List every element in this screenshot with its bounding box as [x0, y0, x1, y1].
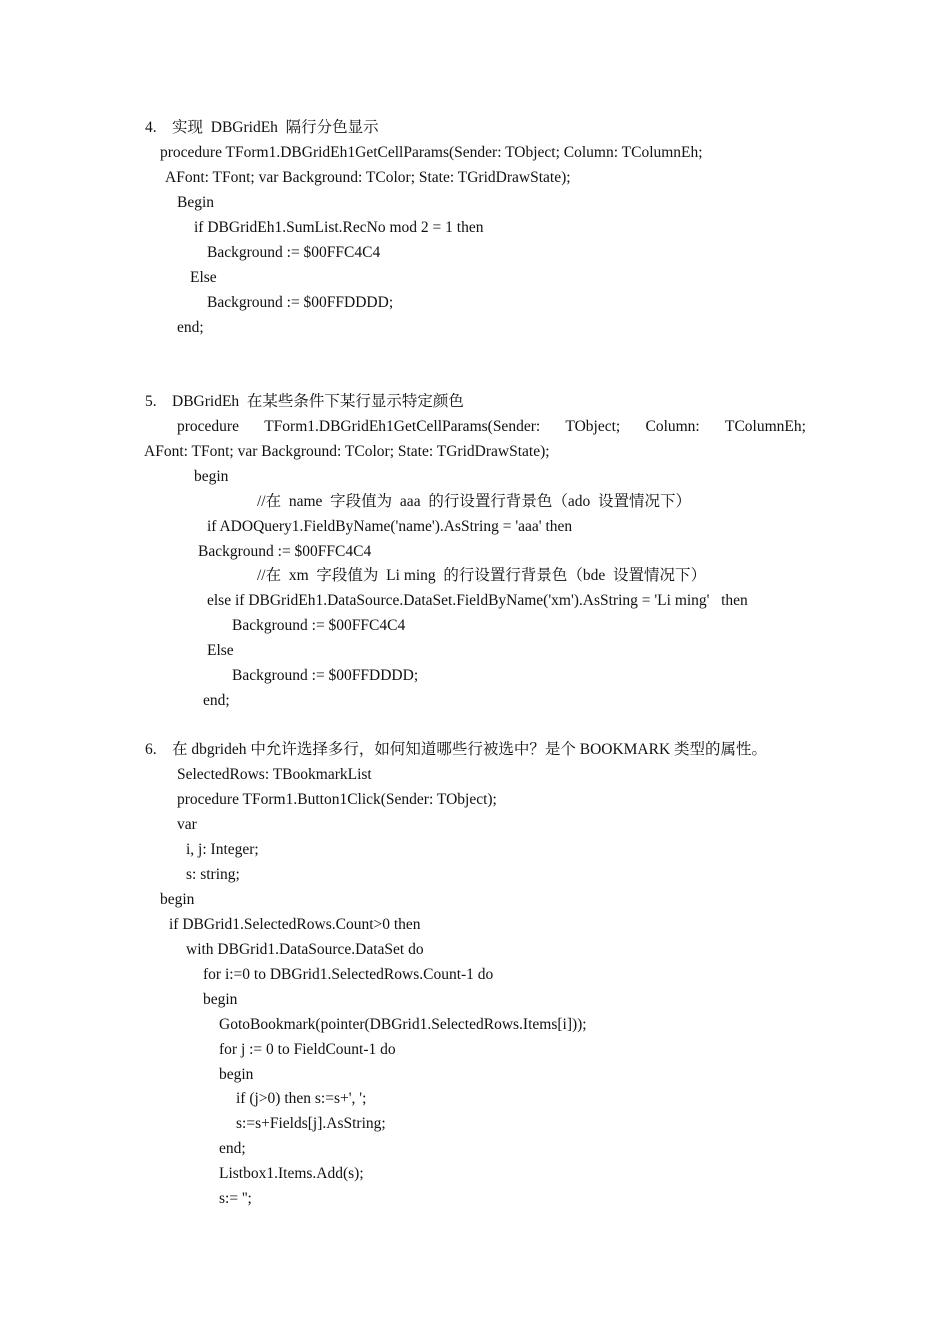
code-line: GotoBookmark(pointer(DBGrid1.SelectedRows.Items[i])); [219, 1016, 587, 1033]
code-comment: //在 xm 字段值为 Li ming 的行设置行背景色（bde 设置情况下） [257, 567, 707, 584]
code-line: for i:=0 to DBGrid1.SelectedRows.Count-1 do [203, 966, 494, 983]
code-token: TForm1.DBGridEh1GetCellParams(Sender: [264, 418, 541, 435]
code-line: Background := $00FFC4C4 [232, 617, 406, 634]
section-5-heading: DBGridEh 在某些条件下某行显示特定颜色 [172, 393, 464, 410]
code-line: Background := $00FFDDDD; [232, 667, 419, 684]
code-line: procedure TForm1.DBGridEh1GetCellParams(Sender: TObject; Column: TColumnEh; [160, 144, 703, 161]
code-line: Background := $00FFC4C4 [198, 543, 372, 560]
section-6-heading: 在 dbgrideh 中允许选择多行，如何知道哪些行被选中？是个 BOOKMARK 类型的属性。 [172, 741, 768, 758]
code-line: var [177, 816, 197, 833]
code-line: begin [219, 1066, 254, 1083]
code-line: Else [190, 269, 217, 286]
code-line: Background := $00FFDDDD; [207, 294, 394, 311]
code-line: end; [177, 319, 204, 336]
section-4-heading: 实现 DBGridEh 隔行分色显示 [172, 119, 379, 136]
section-5-number: 5. [145, 393, 157, 410]
section-4-number: 4. [145, 119, 157, 136]
justified-code-line [177, 417, 806, 437]
code-line: AFont: TFont; var Background: TColor; State: TGridDrawState); [144, 443, 550, 460]
code-line: begin [194, 468, 229, 485]
code-line: end; [203, 692, 230, 709]
code-line: end; [219, 1140, 246, 1157]
code-token: TColumnEh; [725, 418, 806, 435]
code-line: i, j: Integer; [186, 841, 259, 858]
code-line: if (j>0) then s:=s+', '; [236, 1090, 367, 1107]
code-line: begin [160, 891, 195, 908]
code-comment: //在 name 字段值为 aaa 的行设置行背景色（ado 设置情况下） [257, 493, 691, 510]
code-line: if DBGridEh1.SumList.RecNo mod 2 = 1 then [194, 219, 484, 236]
code-line: with DBGrid1.DataSource.DataSet do [186, 941, 424, 958]
code-line: Background := $00FFC4C4 [207, 244, 381, 261]
code-line: for j := 0 to FieldCount-1 do [219, 1041, 396, 1058]
code-line: AFont: TFont; var Background: TColor; State: TGridDrawState); [165, 169, 571, 186]
code-line: begin [203, 991, 238, 1008]
code-line: s:=s+Fields[j].AsString; [236, 1115, 386, 1132]
code-line: if ADOQuery1.FieldByName('name').AsString = 'aaa' then [207, 518, 573, 535]
code-token: Column: [645, 418, 700, 435]
code-line: if DBGrid1.SelectedRows.Count>0 then [169, 916, 421, 933]
section-6-number: 6. [145, 741, 157, 758]
code-line: Listbox1.Items.Add(s); [219, 1165, 364, 1182]
code-token: TObject; [565, 418, 621, 435]
code-line: SelectedRows: TBookmarkList [177, 766, 372, 783]
code-line: Begin [177, 194, 215, 211]
code-line: else if DBGridEh1.DataSource.DataSet.FieldByName('xm').AsString = 'Li ming' then [207, 592, 748, 609]
code-line: Else [207, 642, 234, 659]
code-line: s: string; [186, 866, 240, 883]
code-line: procedure TForm1.Button1Click(Sender: TObject); [177, 791, 497, 808]
code-line: s:= ''; [219, 1190, 252, 1207]
code-token: procedure [177, 418, 239, 435]
